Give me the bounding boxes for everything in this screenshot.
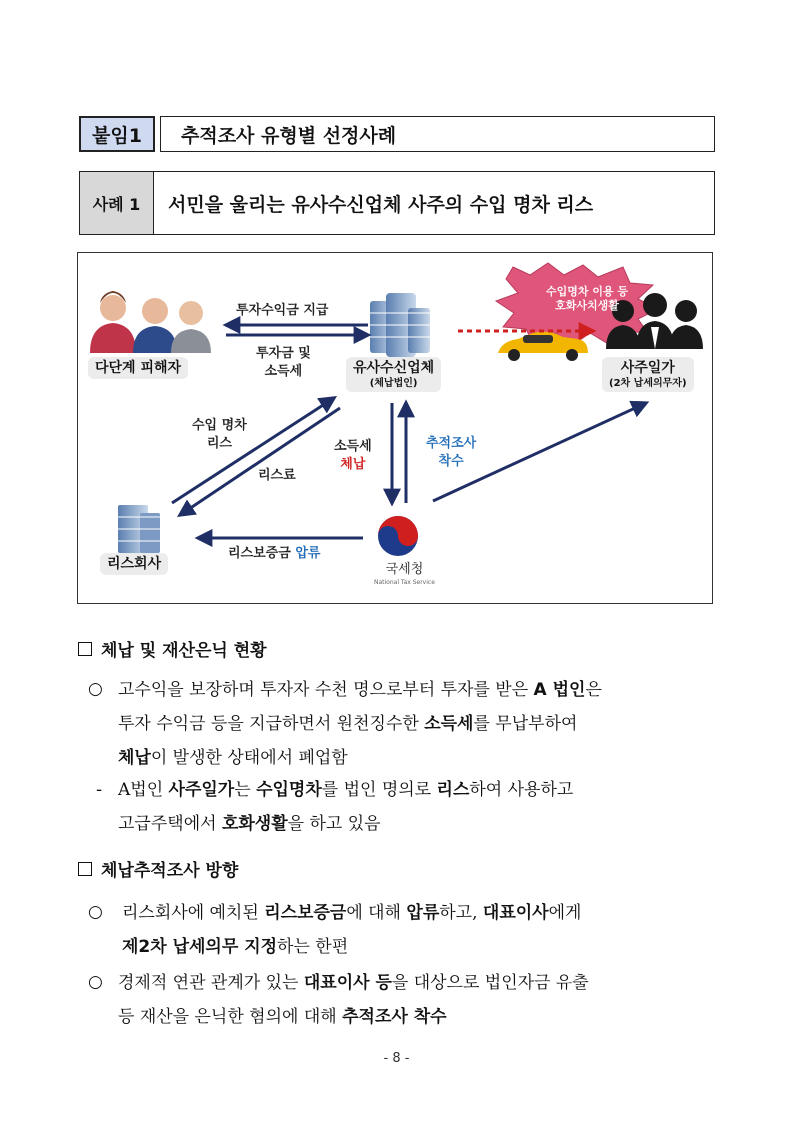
text-bold: 리스보증금 bbox=[264, 903, 347, 923]
bullet-circle: ○ bbox=[88, 679, 103, 699]
text-run: 고급주택에서 bbox=[118, 814, 222, 834]
label-pay: 투자수익금 지급 bbox=[236, 303, 329, 318]
lease-building-icon bbox=[118, 505, 160, 553]
bullet-circle: ○ bbox=[88, 902, 103, 922]
attachment-tag-label: 붙임1 bbox=[92, 124, 142, 147]
checkbox-square-icon bbox=[78, 642, 92, 656]
text-run: 등 재산을 은닉한 혐의에 대해 bbox=[118, 1007, 343, 1027]
label-deposit bbox=[228, 545, 320, 563]
lease-co-label: 리스회사 bbox=[100, 553, 168, 575]
s2p1-line1 bbox=[122, 896, 581, 930]
section1-title: 체납 및 재산은닉 현황 bbox=[101, 641, 267, 661]
text-run: 고수익을 보장하며 투자자 수천 명으로부터 투자를 받은 bbox=[118, 680, 534, 700]
owner-sub: (2차 납세의무자) bbox=[609, 378, 687, 390]
text-bold: 소득세 bbox=[424, 714, 474, 734]
text-run: 을 하고 있음 bbox=[287, 814, 381, 834]
burst-line-1: 수입명차 이용 등 bbox=[546, 285, 629, 298]
bullet-dash: - bbox=[96, 780, 103, 800]
company-sub: (체납법인) bbox=[369, 378, 418, 390]
label-invest-2: 소득세 bbox=[264, 363, 303, 379]
section2-paragraph2 bbox=[118, 966, 589, 1034]
label-fee: 리스료 bbox=[258, 468, 296, 483]
s2p2-line2 bbox=[118, 1000, 589, 1034]
text-run: 를 무납부하여 bbox=[473, 714, 578, 734]
text-run: 는 bbox=[234, 780, 257, 800]
text-run: 은 bbox=[585, 680, 602, 700]
attachment-tag bbox=[79, 116, 155, 152]
text-bold: 호화생활 bbox=[221, 814, 288, 834]
text-run: 투자 수익금 등을 지급하면서 원천징수한 bbox=[118, 714, 425, 734]
text-run: 하고, bbox=[439, 903, 483, 923]
text-run: 를 법인 명의로 bbox=[321, 780, 437, 800]
text-run: 에게 bbox=[548, 903, 582, 923]
case-tag: 사례 1 bbox=[80, 172, 154, 234]
text-bold: A 법인 bbox=[533, 680, 586, 700]
label-probe bbox=[426, 435, 476, 470]
text-run: 하는 한편 bbox=[277, 937, 349, 957]
s1p1-line1 bbox=[118, 673, 602, 707]
text-run: 에 대해 bbox=[346, 903, 407, 923]
company-building-icon bbox=[370, 293, 430, 357]
text-bold: 사주일가 bbox=[168, 780, 235, 800]
section2-paragraph1 bbox=[122, 896, 581, 964]
text-run: 이 발생한 상태에서 폐업함 bbox=[150, 748, 348, 768]
nts-logo-icon bbox=[378, 516, 418, 556]
text-bold: 추적조사 착수 bbox=[342, 1007, 447, 1027]
s1p1-line3 bbox=[118, 741, 602, 775]
label-invest-1: 투자금 및 bbox=[256, 346, 311, 361]
case-header bbox=[79, 171, 715, 235]
s2p2-line1 bbox=[118, 966, 589, 1000]
section1-paragraph2 bbox=[118, 773, 573, 841]
s1p2-line1 bbox=[118, 773, 573, 807]
label-tax bbox=[334, 438, 372, 473]
text-bold: 리스 bbox=[436, 780, 470, 800]
text-run: 경제적 연관 관계가 있는 bbox=[118, 973, 304, 993]
nts-label bbox=[374, 561, 435, 587]
text-bold: 수입명차 bbox=[256, 780, 322, 800]
text-run: 리스회사에 예치된 bbox=[122, 903, 265, 923]
section1-paragraph1 bbox=[118, 673, 602, 775]
owner-name: 사주일가 bbox=[620, 360, 675, 376]
label-probe-2: 착수 bbox=[438, 453, 464, 469]
label-invest bbox=[256, 345, 311, 380]
text-bold: 대표이사 bbox=[482, 903, 549, 923]
text-run: A법인 bbox=[118, 780, 169, 800]
label-probe-1: 추적조사 bbox=[426, 436, 477, 451]
s2p1-line2 bbox=[122, 930, 581, 964]
section1-heading bbox=[78, 636, 267, 661]
text-bold: 체납 bbox=[118, 748, 151, 768]
label-lease bbox=[192, 417, 247, 452]
flow-diagram bbox=[77, 252, 713, 604]
owner-label bbox=[602, 357, 694, 392]
nts-en: National Tax Service bbox=[374, 578, 435, 586]
page-number: - 8 - bbox=[383, 1051, 410, 1066]
label-tax-red: 체납 bbox=[340, 456, 366, 472]
label-lease-2: 리스 bbox=[206, 435, 232, 451]
text-bold: 압류 bbox=[406, 903, 440, 923]
text-run: 을 대상으로 법인자금 유출 bbox=[391, 973, 589, 993]
s1p2-line2 bbox=[118, 807, 573, 841]
label-deposit-blue: 압류 bbox=[295, 546, 321, 561]
bullet-circle: ○ bbox=[88, 972, 103, 992]
text-bold: 제2차 납세의무 지정 bbox=[122, 937, 278, 957]
label-deposit-text: 리스보증금 bbox=[228, 546, 291, 561]
company-label bbox=[346, 357, 441, 392]
case-title: 서민을 울리는 유사수신업체 사주의 수입 명차 리스 bbox=[168, 193, 594, 216]
label-tax-1: 소득세 bbox=[334, 439, 372, 454]
s1p1-line2 bbox=[118, 707, 602, 741]
burst-text bbox=[546, 285, 628, 314]
text-bold: 대표이사 등 bbox=[303, 973, 392, 993]
company-name: 유사수신업체 bbox=[353, 360, 435, 376]
page-title bbox=[160, 116, 715, 152]
label-lease-1: 수입 명차 bbox=[192, 418, 247, 433]
victims-label: 다단계 피해자 bbox=[88, 357, 188, 379]
page-title-label: 추적조사 유형별 선정사례 bbox=[181, 124, 397, 147]
section2-heading bbox=[78, 856, 238, 881]
text-run: 하여 사용하고 bbox=[469, 780, 574, 800]
nts-name: 국세청 bbox=[385, 562, 424, 577]
burst-line-2: 호화사치생활 bbox=[555, 299, 619, 313]
checkbox-square-icon bbox=[78, 862, 92, 876]
section2-title: 체납추적조사 방향 bbox=[101, 861, 239, 881]
victims-people-icon bbox=[90, 291, 211, 353]
